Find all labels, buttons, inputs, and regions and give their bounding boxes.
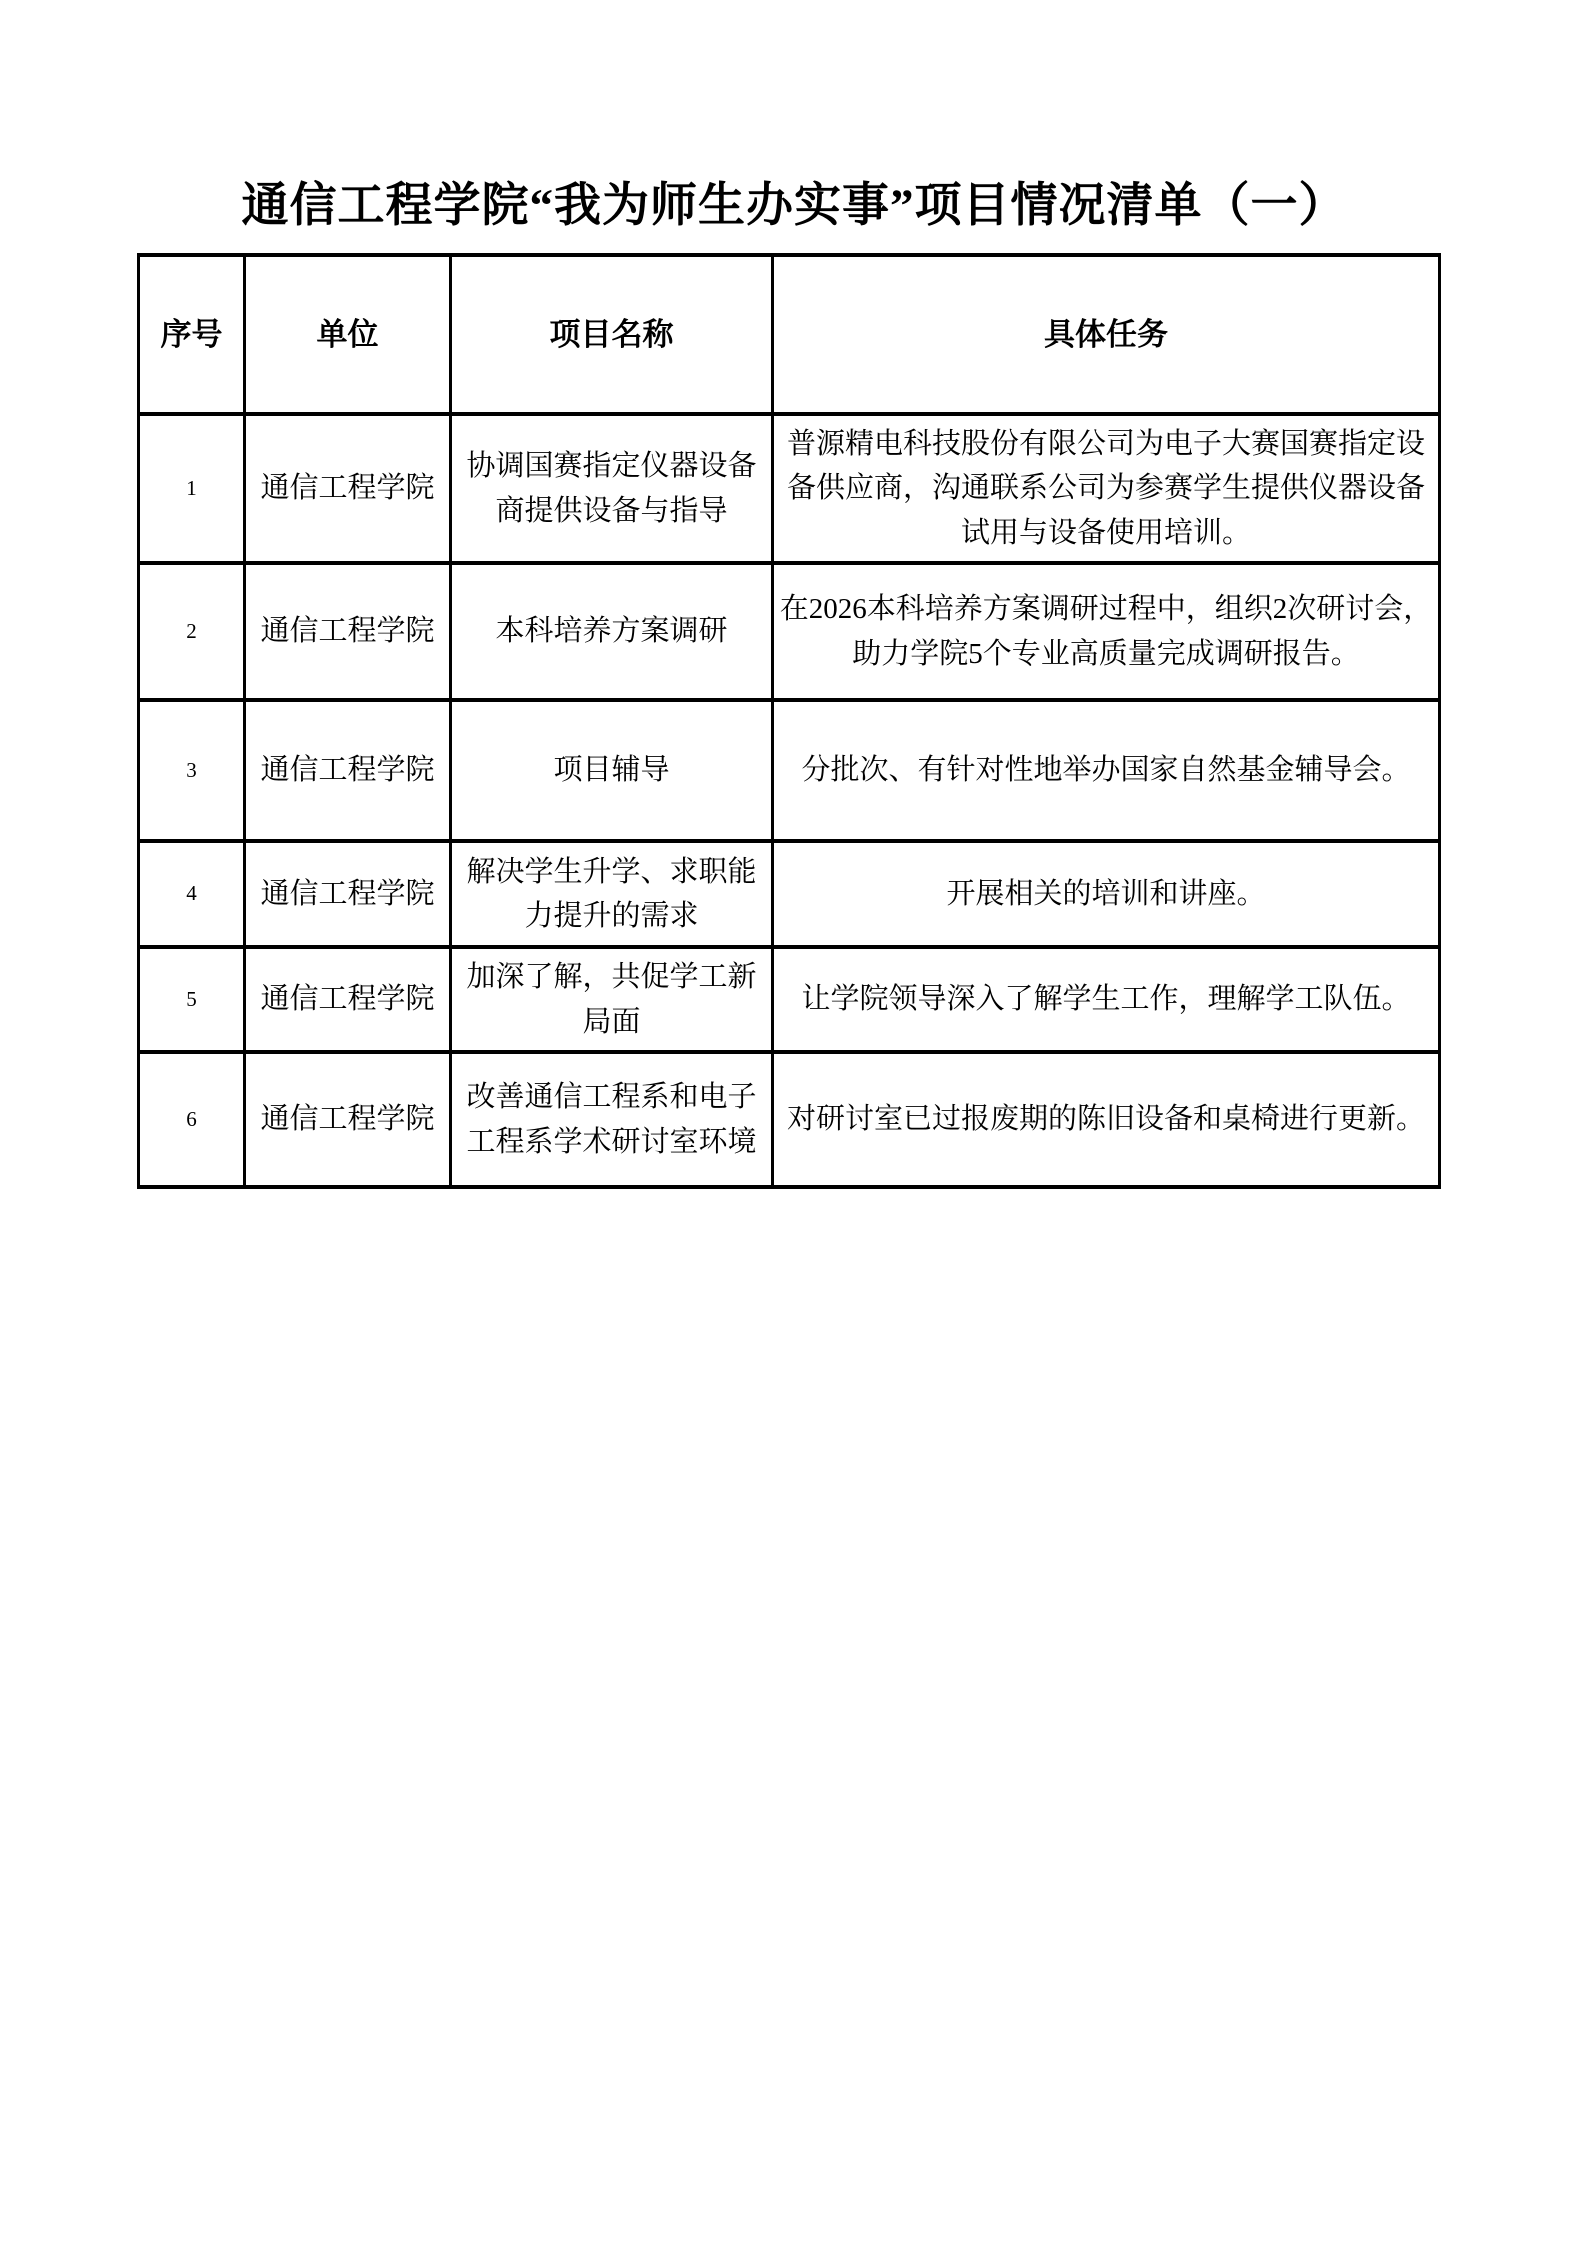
table-row	[139, 1052, 1440, 1187]
table-row	[139, 947, 1440, 1052]
cell-no: 1	[139, 414, 245, 563]
cell-task: 开展相关的培训和讲座。	[773, 841, 1440, 947]
cell-unit: 通信工程学院	[245, 563, 451, 700]
table-row	[139, 414, 1440, 563]
cell-project: 项目辅导	[451, 700, 773, 841]
table-header-row	[139, 255, 1440, 414]
cell-unit: 通信工程学院	[245, 1052, 451, 1187]
cell-unit: 通信工程学院	[245, 700, 451, 841]
cell-unit: 通信工程学院	[245, 841, 451, 947]
table-row	[139, 563, 1440, 700]
column-header-task: 具体任务	[773, 255, 1440, 414]
cell-task: 让学院领导深入了解学生工作，理解学工队伍。	[773, 947, 1440, 1052]
cell-no: 3	[139, 700, 245, 841]
cell-project: 解决学生升学、求职能力提升的需求	[451, 841, 773, 947]
cell-task: 普源精电科技股份有限公司为电子大赛国赛指定设备供应商，沟通联系公司为参赛学生提供仪器设备试用与设备使用培训。	[773, 414, 1440, 563]
table-row	[139, 700, 1440, 841]
cell-project: 本科培养方案调研	[451, 563, 773, 700]
projects-table	[137, 253, 1441, 1189]
column-header-unit: 单位	[245, 255, 451, 414]
cell-project: 改善通信工程系和电子工程系学术研讨室环境	[451, 1052, 773, 1187]
cell-project: 协调国赛指定仪器设备商提供设备与指导	[451, 414, 773, 563]
column-header-project: 项目名称	[451, 255, 773, 414]
cell-task: 对研讨室已过报废期的陈旧设备和桌椅进行更新。	[773, 1052, 1440, 1187]
cell-unit: 通信工程学院	[245, 414, 451, 563]
cell-unit: 通信工程学院	[245, 947, 451, 1052]
table-row	[139, 841, 1440, 947]
cell-no: 5	[139, 947, 245, 1052]
cell-task: 分批次、有针对性地举办国家自然基金辅导会。	[773, 700, 1440, 841]
cell-task: 在2026本科培养方案调研过程中，组织2次研讨会，助力学院5个专业高质量完成调研报告。	[773, 563, 1440, 700]
cell-project: 加深了解，共促学工新局面	[451, 947, 773, 1052]
cell-no: 2	[139, 563, 245, 700]
page-title: 通信工程学院“我为师生办实事”项目情况清单（一）	[241, 180, 1347, 232]
cell-no: 6	[139, 1052, 245, 1187]
cell-no: 4	[139, 841, 245, 947]
column-header-no: 序号	[139, 255, 245, 414]
